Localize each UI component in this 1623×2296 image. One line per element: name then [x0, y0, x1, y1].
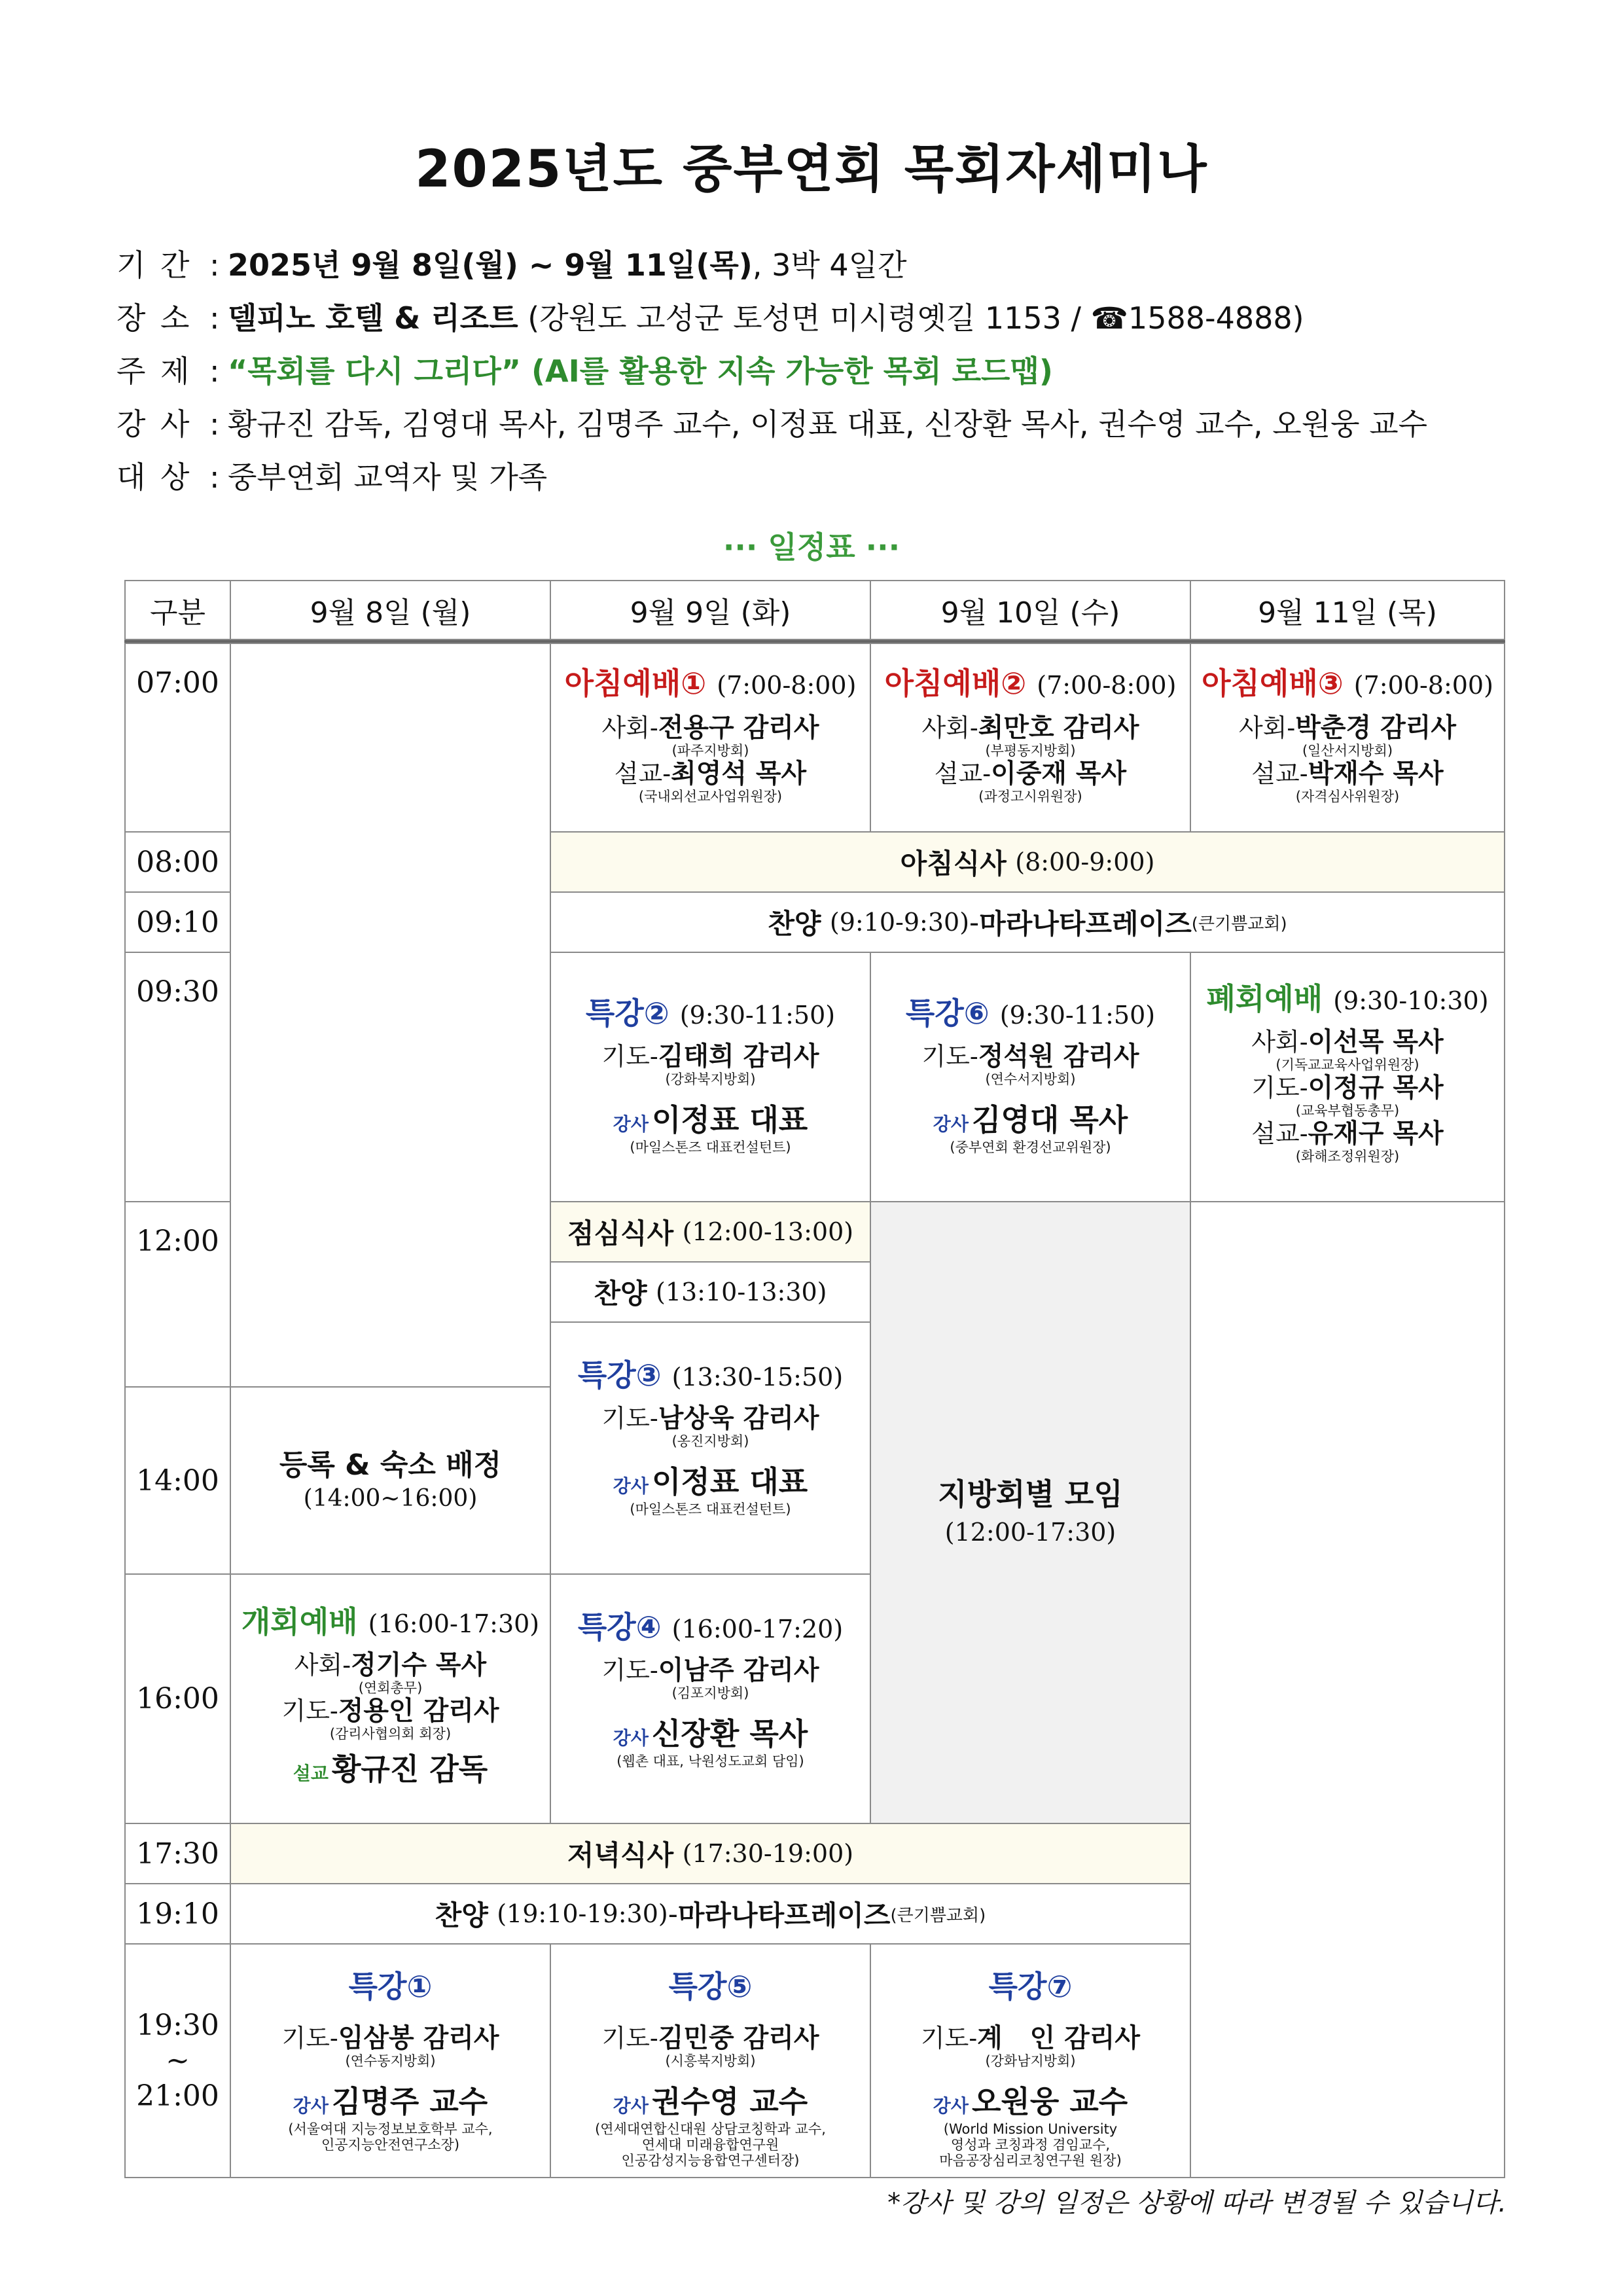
header-day3: 9월 10일 (수)	[870, 580, 1191, 640]
role-label: 설교-	[1251, 1119, 1308, 1148]
role-label: 사회-	[1251, 1028, 1308, 1056]
speaker-affiliation: 인공지능안전연구소장)	[321, 2137, 460, 2153]
morning-worship-3	[1190, 643, 1505, 833]
info-colon: :	[209, 406, 220, 442]
lecture-3	[550, 1321, 871, 1575]
info-colon: :	[209, 459, 220, 495]
registration-title: 등록 & 숙소 배정	[279, 1448, 502, 1482]
person-affiliation: (연수동지방회)	[345, 2053, 436, 2069]
info-label: 기 간	[116, 247, 192, 283]
registration	[230, 1386, 551, 1575]
speaker-name: 권수영 교수	[652, 2084, 808, 2119]
praise-title: 찬양	[594, 1278, 647, 1310]
person-name: 임삼봉 감리사	[338, 2022, 499, 2053]
person-affiliation: (화해조정위원장)	[1295, 1149, 1400, 1164]
place-value: 델피노 호텔 & 리조트	[228, 300, 518, 336]
event-title: 폐회예배	[1206, 981, 1323, 1016]
speaker-affiliation: 연세대 미래융합연구원	[641, 2137, 779, 2153]
speaker-label: 강사	[613, 2095, 649, 2117]
event-time: (16:00-17:20)	[671, 1615, 844, 1643]
speaker-label: 강사	[613, 1727, 649, 1749]
breakfast-bar	[550, 831, 1505, 893]
preacher-label: 설교	[293, 1763, 329, 1784]
theme-value: “목회를 다시 그리다” (AI를 활용한 지속 가능한 목회 로드맵)	[228, 353, 1053, 389]
header-category: 구분	[124, 580, 231, 640]
lecture-2	[550, 952, 871, 1202]
speaker-label: 강사	[613, 1113, 649, 1135]
registration-time: (14:00~16:00)	[303, 1485, 478, 1512]
praise-team: 마라나타프레이즈	[677, 1899, 891, 1931]
praise-sep: -	[668, 1897, 678, 1930]
morning-worship-2	[870, 643, 1191, 833]
speaker-affiliation: (웹촌 대표, 낙원성도교회 담임)	[616, 1753, 804, 1769]
info-label: 강 사	[116, 406, 192, 442]
person-affiliation: (교육부협동총무)	[1295, 1103, 1400, 1119]
person-name: 정용인 감리사	[338, 1695, 499, 1726]
time-0700: 07:00	[124, 643, 231, 833]
role-label: 기도-	[920, 2024, 978, 2053]
district-time: (12:00-17:30)	[944, 1518, 1116, 1547]
event-title: 특강②	[585, 996, 669, 1031]
person-affiliation: (시흥북지방회)	[665, 2053, 756, 2069]
speaker-affiliation: (마일스톤즈 대표컨설턴트)	[630, 1139, 791, 1155]
speaker-name: 김명주 교수	[332, 2084, 488, 2119]
person-affiliation: (강화남지방회)	[985, 2053, 1076, 2069]
person-affiliation: (파주지방회)	[671, 743, 749, 759]
role-label: 기도-	[281, 1696, 338, 1725]
place-address: (강원도 고성군 토성면 미시령옛길 1153 / ☎1588-4888)	[518, 300, 1304, 336]
person-affiliation: (연수서지방회)	[985, 1071, 1076, 1087]
person-name: 이중재 목사	[991, 758, 1127, 789]
info-colon: :	[209, 353, 220, 389]
praise-church: (큰기쁨교회)	[1191, 914, 1287, 934]
speakers-value: 황규진 감독, 김영대 목사, 김명주 교수, 이정표 대표, 신장환 목사, 권수영 교수, 오원웅 교수	[228, 406, 1428, 442]
time-1730: 17:30	[124, 1823, 231, 1884]
schedule-title: ··· 일정표 ···	[722, 529, 901, 565]
preacher-name: 황규진 감독	[332, 1751, 488, 1787]
speaker-affiliation: (마일스톤즈 대표컨설턴트)	[630, 1501, 791, 1517]
audience-value: 중부연회 교역자 및 가족	[228, 459, 548, 495]
role-label: 설교-	[934, 759, 991, 788]
role-label: 기도-	[1251, 1073, 1308, 1102]
event-time: (7:00-8:00)	[1037, 671, 1177, 700]
event-title: 개회예배	[241, 1604, 358, 1640]
speaker-affiliation: (중부연회 환경선교위원장)	[950, 1139, 1111, 1155]
praise-title: 찬양	[435, 1899, 488, 1931]
role-label: 사회-	[1238, 713, 1296, 742]
day4-empty	[1190, 1201, 1505, 2178]
time-1600: 16:00	[124, 1573, 231, 1824]
praise-time: (19:10-19:30)	[497, 1899, 668, 1928]
praise-time: (9:10-9:30)	[829, 908, 970, 937]
speaker-affiliation: (World Mission University	[943, 2121, 1118, 2137]
person-name: 계 인 감리사	[977, 2022, 1141, 2053]
event-time: (13:30-15:50)	[671, 1363, 844, 1391]
morning-worship-1	[550, 643, 871, 833]
person-affiliation: (강화북지방회)	[665, 1071, 756, 1087]
time-1400: 14:00	[124, 1386, 231, 1575]
period-value: 2025년 9월 8일(월) ~ 9월 11일(목)	[228, 247, 753, 283]
event-time: (9:30-10:30)	[1333, 986, 1489, 1015]
person-affiliation: (국내외선교사업위원장)	[638, 789, 783, 804]
district-title: 지방회별 모임	[938, 1477, 1123, 1512]
info-colon: :	[209, 247, 220, 283]
speaker-label: 강사	[293, 2095, 329, 2117]
speaker-affiliation: 인공감성지능융합연구센터장)	[621, 2153, 800, 2168]
event-title: 특강④	[577, 1609, 662, 1645]
info-block	[116, 239, 1556, 504]
event-time: (9:30-11:50)	[679, 1001, 836, 1030]
event-title: 특강⑥	[905, 996, 990, 1031]
info-audience	[116, 451, 1556, 504]
speaker-name: 이정표 대표	[652, 1102, 808, 1138]
lecture-7	[870, 1943, 1191, 2178]
role-label: 기도-	[601, 1656, 658, 1685]
praise-title: 찬양	[768, 908, 821, 940]
closing-worship	[1190, 952, 1505, 1202]
person-affiliation: (감리사협의회 회장)	[329, 1726, 452, 1742]
day1-empty	[230, 643, 551, 1388]
time-1930: 19:30	[136, 2008, 219, 2042]
person-name: 최만호 감리사	[978, 712, 1139, 743]
lecture-5	[550, 1943, 871, 2178]
person-name: 남상욱 감리사	[658, 1403, 819, 1433]
district-meeting	[870, 1201, 1191, 1824]
speaker-affiliation: 마음공장심리코칭연구원 원장)	[939, 2153, 1122, 2168]
role-label: 사회-	[921, 713, 978, 742]
person-name: 김민중 감리사	[658, 2022, 819, 2053]
role-label: 기도-	[281, 2024, 338, 2053]
person-name: 박춘경 감리사	[1295, 712, 1457, 743]
breakfast-time: (8:00-9:00)	[1015, 848, 1155, 876]
person-affiliation: (기독교교육사업위원장)	[1275, 1057, 1419, 1073]
dinner-title: 저녁식사	[567, 1839, 674, 1871]
person-name: 최영석 목사	[671, 758, 807, 789]
info-label: 주 제	[116, 353, 192, 389]
person-name: 전용구 감리사	[658, 712, 819, 743]
praise-afternoon-bar	[550, 1261, 871, 1323]
person-affiliation: (과정고시위원장)	[978, 789, 1082, 804]
role-label: 설교-	[614, 759, 671, 788]
praise-sep: -	[969, 906, 980, 939]
person-affiliation: (일산서지방회)	[1302, 743, 1393, 759]
person-affiliation: (옹진지방회)	[671, 1433, 749, 1449]
time-0800: 08:00	[124, 831, 231, 893]
lunch-title: 점심식사	[567, 1217, 674, 1249]
event-title: 아침예배③	[1202, 666, 1344, 701]
lecture-6	[870, 952, 1191, 1202]
time-1910: 19:10	[124, 1883, 231, 1945]
event-title: 특강①	[348, 1969, 433, 2004]
speaker-label: 강사	[933, 2095, 969, 2117]
info-place	[116, 292, 1556, 345]
praise-church: (큰기쁨교회)	[890, 1905, 986, 1926]
role-label: 사회-	[601, 713, 658, 742]
event-title: 아침예배②	[884, 666, 1027, 701]
person-affiliation: (김포지방회)	[671, 1685, 749, 1701]
lunch-time: (12:00-13:00)	[682, 1217, 854, 1246]
opening-worship	[230, 1573, 551, 1824]
person-name: 정기수 목사	[351, 1649, 487, 1680]
info-colon: :	[209, 300, 220, 336]
speaker-name: 김영대 목사	[972, 1102, 1128, 1138]
person-name: 박재수 목사	[1308, 758, 1444, 789]
event-time: (9:30-11:50)	[999, 1001, 1156, 1030]
info-period	[116, 239, 1556, 292]
time-2100: 21:00	[136, 2079, 219, 2113]
time-0930: 09:30	[124, 952, 231, 1202]
info-label: 장 소	[116, 300, 192, 336]
header-day1: 9월 8일 (월)	[230, 580, 551, 640]
event-title: 특강⑤	[668, 1969, 753, 2004]
praise-time: (13:10-13:30)	[656, 1278, 827, 1306]
praise-morning-bar	[550, 891, 1505, 953]
speaker-affiliation: 영성과 코칭과정 겸임교수,	[950, 2137, 1111, 2153]
person-affiliation: (자격심사위원장)	[1295, 789, 1400, 804]
header-day2: 9월 9일 (화)	[550, 580, 871, 640]
person-name: 정석원 감리사	[978, 1041, 1139, 1071]
dinner-bar	[230, 1823, 1191, 1884]
page-title: 2025년도 중부연회 목회자세미나	[415, 140, 1208, 199]
role-label: 사회-	[294, 1651, 351, 1679]
lunch-bar	[550, 1201, 871, 1263]
breakfast-title: 아침식사	[900, 848, 1007, 880]
praise-team: 마라나타프레이즈	[979, 908, 1192, 940]
event-time: (7:00-8:00)	[717, 671, 857, 700]
schedule-table	[124, 580, 1505, 2178]
speaker-name: 이정표 대표	[652, 1464, 808, 1499]
person-name: 이정규 목사	[1308, 1072, 1444, 1103]
event-title: 아침예배①	[564, 666, 707, 701]
role-label: 기도-	[921, 1042, 978, 1071]
info-theme	[116, 345, 1556, 398]
footnote: *강사 및 강의 일정은 상황에 따라 변경될 수 있습니다.	[887, 2188, 1507, 2218]
person-name: 이남주 감리사	[658, 1655, 819, 1685]
speaker-affiliation: (서울여대 지능정보보호학부 교수,	[288, 2121, 493, 2137]
role-label: 설교-	[1251, 759, 1308, 788]
person-name: 김태희 감리사	[658, 1041, 819, 1071]
person-name: 유재구 목사	[1308, 1118, 1444, 1149]
time-1930-2100	[124, 1943, 231, 2178]
event-title: 특강③	[577, 1357, 662, 1393]
speaker-name: 오원웅 교수	[972, 2084, 1128, 2119]
dinner-time: (17:30-19:00)	[682, 1839, 854, 1868]
period-rest: , 3박 4일간	[752, 247, 907, 283]
speaker-label: 강사	[933, 1113, 969, 1135]
info-speakers	[116, 398, 1556, 451]
role-label: 기도-	[601, 1404, 658, 1433]
event-time: (7:00-8:00)	[1353, 671, 1493, 700]
lecture-1	[230, 1943, 551, 2178]
header-day4: 9월 11일 (목)	[1190, 580, 1505, 640]
info-label: 대 상	[116, 459, 192, 495]
time-0910: 09:10	[124, 891, 231, 953]
speaker-affiliation: (연세대연합신대원 상담코칭학과 교수,	[595, 2121, 826, 2137]
event-time: (16:00-17:30)	[368, 1609, 540, 1638]
speaker-name: 신장환 목사	[652, 1716, 808, 1751]
speaker-label: 강사	[613, 1475, 649, 1497]
role-label: 기도-	[601, 1042, 658, 1071]
person-name: 이선목 목사	[1308, 1026, 1444, 1057]
header-divider	[124, 640, 1505, 643]
praise-evening-bar	[230, 1883, 1191, 1945]
time-tilde: ~	[166, 2043, 190, 2077]
time-1200: 12:00	[124, 1201, 231, 1388]
event-title: 특강⑦	[988, 1969, 1073, 2004]
lecture-4	[550, 1573, 871, 1824]
person-affiliation: (연회총무)	[358, 1680, 423, 1696]
person-affiliation: (부평동지방회)	[985, 743, 1076, 759]
role-label: 기도-	[601, 2024, 658, 2053]
